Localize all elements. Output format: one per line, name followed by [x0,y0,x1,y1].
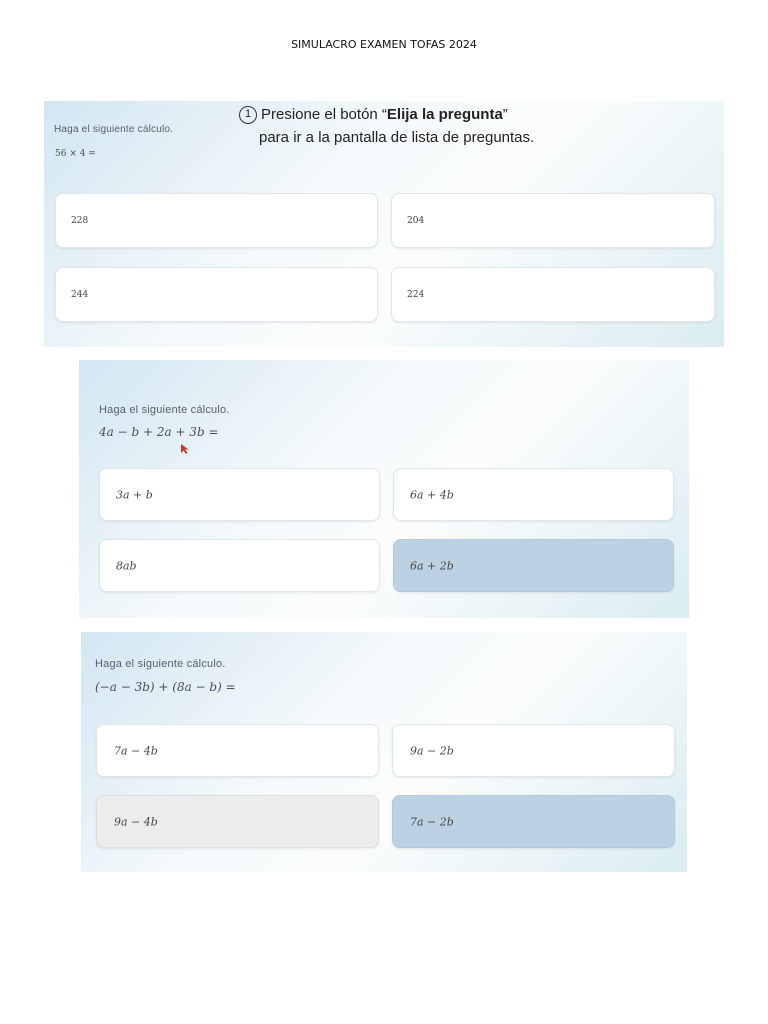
callout-number-badge: 1 [239,106,257,124]
question-screenshot-3 [81,632,687,872]
question-prompt: Haga el siguiente cálculo. [95,658,226,670]
answer-option-1[interactable] [55,193,378,248]
callout-emphasis: Elija la pregunta [386,106,503,123]
mouse-pointer-icon [180,443,190,455]
answer-option-label: 9a − 2b [410,744,454,757]
callout-instruction-line2: para ir a la pantalla de lista de preguntas. [259,129,535,146]
answer-option-label: 6a + 4b [410,488,454,501]
answer-option-2[interactable] [393,468,674,521]
question-prompt: Haga el siguiente cálculo. [99,404,230,416]
answer-option-4[interactable] [391,267,715,322]
question-screenshot-2 [79,360,689,618]
answer-option-label: 228 [71,215,89,226]
answer-option-label: 7a − 2b [410,815,454,828]
answer-option-4-selected[interactable] [393,539,674,592]
answer-option-label: 8ab [116,559,137,572]
question-expression: 56 × 4 = [55,149,96,159]
answer-option-label: 224 [407,289,425,300]
question-expression: 4a − b + 2a + 3b = [99,425,219,439]
question-prompt: Haga el siguiente cálculo. [54,124,174,135]
answer-option-3[interactable] [99,539,380,592]
answer-option-1[interactable] [99,468,380,521]
answer-option-label: 3a + b [116,488,153,501]
answer-option-1[interactable] [96,724,379,777]
answer-option-label: 244 [71,289,89,300]
answer-option-3[interactable] [55,267,378,322]
answer-option-4-selected[interactable] [392,795,675,848]
answer-option-label: 9a − 4b [114,815,158,828]
answer-option-label: 6a + 2b [410,559,454,572]
answer-option-label: 7a − 4b [114,744,158,757]
document-title: SIMULACRO EXAMEN TOFAS 2024 [291,38,477,51]
answer-option-2[interactable] [391,193,715,248]
question-screenshot-1 [44,101,724,347]
callout-instruction-line1: Presione el botón “Elija la pregunta” [261,106,508,123]
answer-option-2[interactable] [392,724,675,777]
question-expression: (−a − 3b) + (8a − b) = [95,680,236,694]
answer-option-label: 204 [407,215,425,226]
answer-option-3-hovered[interactable] [96,795,379,848]
